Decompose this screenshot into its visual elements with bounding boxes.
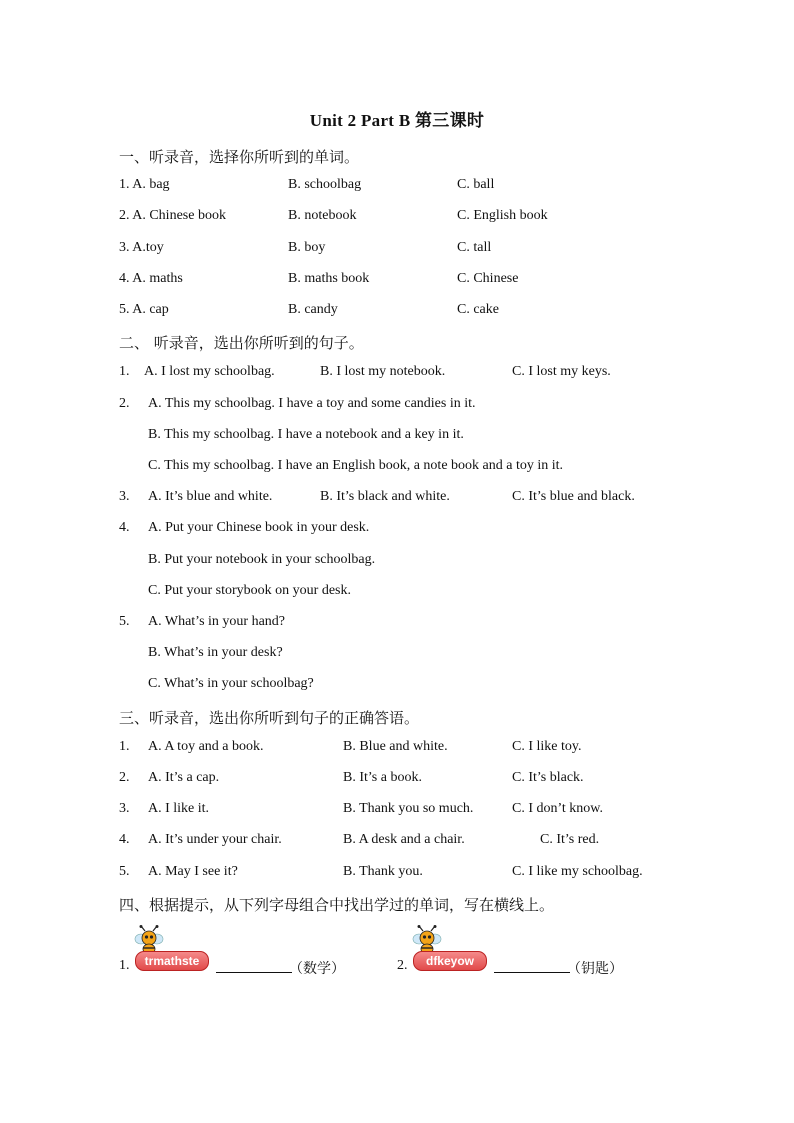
s3-q4-a: A. It’s under your chair. [148,832,282,847]
s3-q2-a: A. It’s a cap. [148,770,220,785]
s2-q1-c: C. I lost my keys. [512,364,611,379]
s2-q2-num: 2. [119,396,130,411]
s1-item1-c: C. ball [457,177,495,192]
s3-q2-num: 2. [119,770,130,785]
s2-q5-a: A. What’s in your hand? [148,614,285,629]
s2-q5-c: C. What’s in your schoolbag? [148,676,314,691]
s1-item2-b: B. notebook [288,208,357,223]
s3-q2-c: C. It’s black. [512,770,584,785]
s4-q1-num: 1. [119,958,130,973]
s4-q2-num: 2. [397,958,408,973]
s1-item3-a: 3. A.toy [119,240,164,255]
s3-q3-b: B. Thank you so much. [343,801,474,816]
s1-item2-c: C. English book [457,208,548,223]
s1-item4-c: C. Chinese [457,271,519,286]
s3-q5-num: 5. [119,864,130,879]
s3-q2-b: B. It’s a book. [343,770,422,785]
s2-q3-c: C. It’s blue and black. [512,489,635,504]
s2-q4-b: B. Put your notebook in your schoolbag. [148,552,376,567]
s2-q4-a: A. Put your Chinese book in your desk. [148,520,370,535]
section2-heading: 二、 听录音，选出你所听到的句子。 [119,334,364,352]
page-title: Unit 2 Part B 第三课时 [309,111,485,130]
s3-q5-c: C. I like my schoolbag. [512,864,643,879]
s1-item1-a: 1. A. bag [119,177,170,192]
letter-group-1: trmathste [135,951,209,971]
s3-q1-a: A. A toy and a book. [148,739,264,754]
s3-q1-num: 1. [119,739,130,754]
s2-q1-b: B. I lost my notebook. [320,364,446,379]
s2-q3-b: B. It’s black and white. [320,489,450,504]
s1-item4-a: 4. A. maths [119,271,183,286]
s1-item5-b: B. candy [288,302,338,317]
s3-q4-c: C. It’s red. [540,832,600,847]
s3-q4-b: B. A desk and a chair. [343,832,465,847]
s2-q2-c: C. This my schoolbag. I have an English book, a note book and a toy in it. [148,458,564,473]
s2-q3-a: A. It’s blue and white. [148,489,273,504]
s2-q5-b: B. What’s in your desk? [148,645,283,660]
s3-q3-a: A. I like it. [148,801,210,816]
s3-q1-b: B. Blue and white. [343,739,448,754]
s1-item5-c: C. cake [457,302,499,317]
letter-group-2: dfkeyow [413,951,487,971]
s1-item1-b: B. schoolbag [288,177,362,192]
s2-q4-c: C. Put your storybook on your desk. [148,583,351,598]
s1-item3-b: B. boy [288,240,326,255]
s3-q5-b: B. Thank you. [343,864,423,879]
s4-q1-hint: （数学） [289,961,345,977]
section3-heading: 三、听录音，选出你所听到句子的正确答语。 [119,709,420,727]
s2-q2-a: A. This my schoolbag. I have a toy and some candies in it. [148,396,476,411]
s3-q1-c: C. I like toy. [512,739,582,754]
s1-item2-a: 2. A. Chinese book [119,208,226,223]
s4-q2-hint: （钥匙） [567,961,623,977]
word-puzzle-row [119,925,679,985]
section4-heading: 四、根据提示，从下列字母组合中找出学过的单词，写在横线上。 [119,896,555,914]
s1-item3-c: C. tall [457,240,492,255]
s2-q3-num: 3. [119,489,130,504]
s3-q3-c: C. I don’t know. [512,801,603,816]
s3-q4-num: 4. [119,832,130,847]
s1-item5-a: 5. A. cap [119,302,169,317]
s2-q2-b: B. This my schoolbag. I have a notebook and a key in it. [148,427,464,442]
s2-q4-num: 4. [119,520,130,535]
s2-q5-num: 5. [119,614,130,629]
section1-heading: 一、听录音，选择你所听到的单词。 [119,148,360,166]
s3-q3-num: 3. [119,801,130,816]
answer-blank-1[interactable] [216,958,292,973]
s2-q1-a: A. I lost my schoolbag. [144,364,275,379]
answer-blank-2[interactable] [494,958,570,973]
s3-q5-a: A. May I see it? [148,864,238,879]
s1-item4-b: B. maths book [288,271,370,286]
s2-q1-num: 1. [119,364,130,379]
